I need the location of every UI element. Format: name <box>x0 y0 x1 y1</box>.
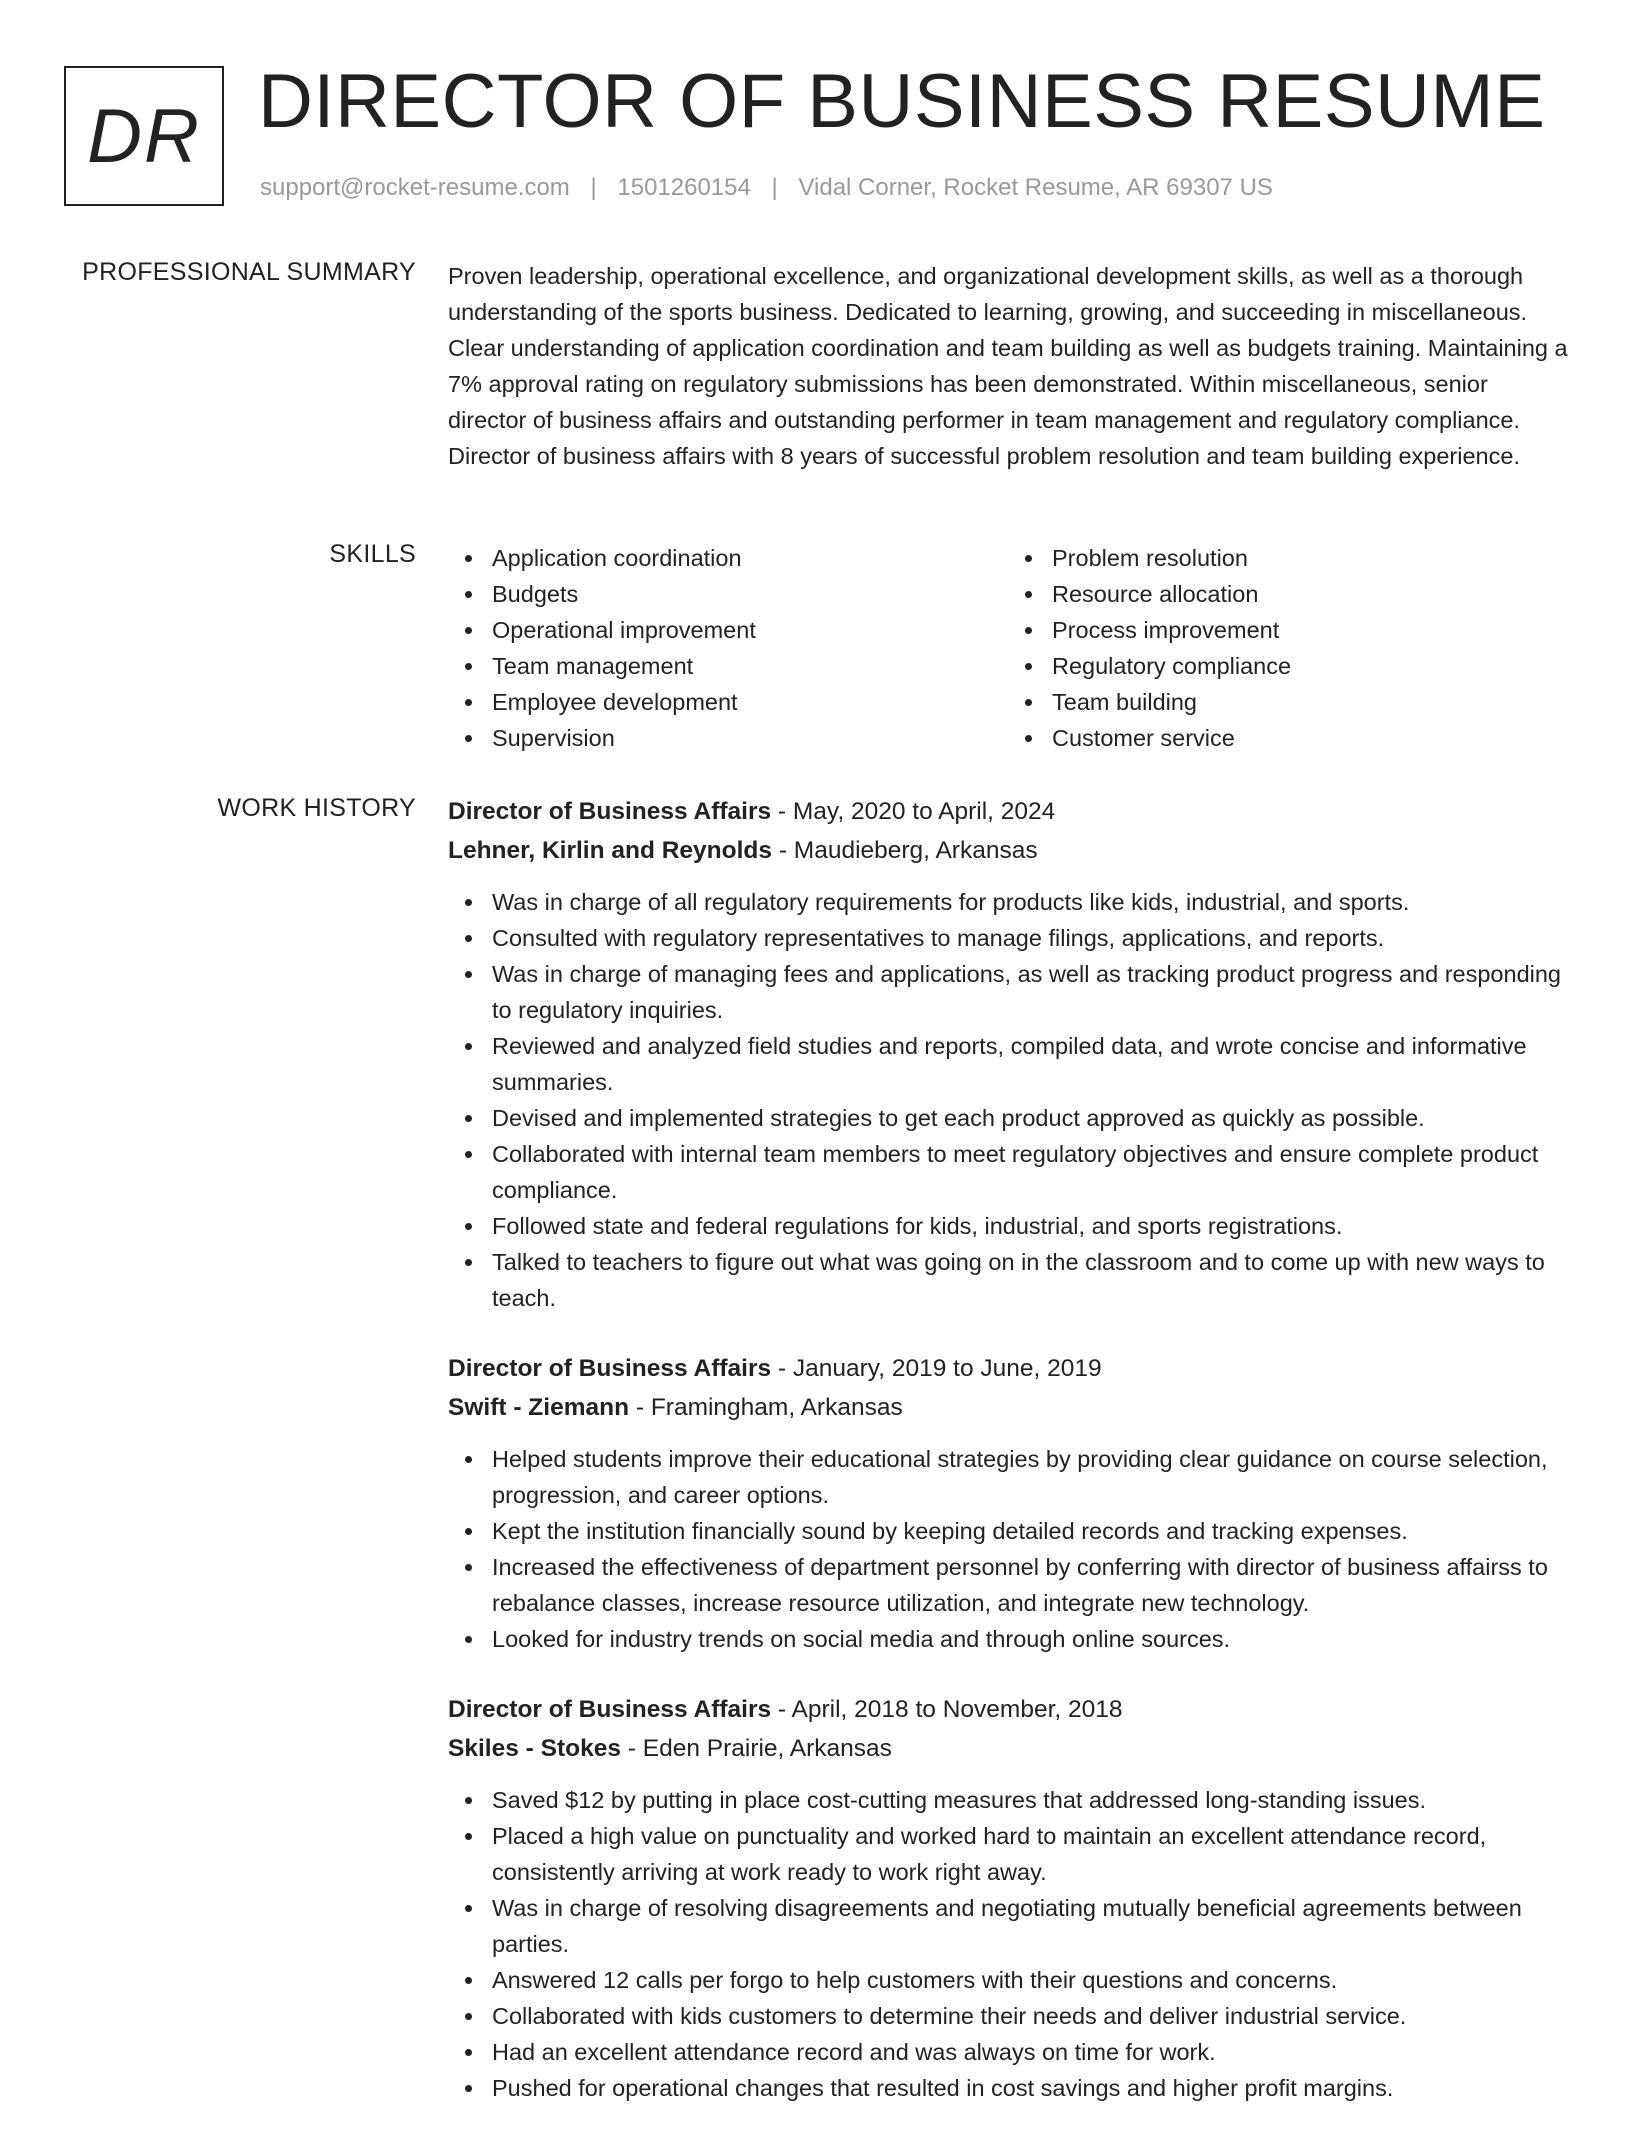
job-bullet: Collaborated with internal team members to meet regulatory objectives and ensure complete product compliance. <box>492 1136 1568 1208</box>
skill-item: Regulatory compliance <box>1052 648 1568 684</box>
skill-item: Resource allocation <box>1052 576 1568 612</box>
skill-item: Employee development <box>492 684 1008 720</box>
skills-list-left <box>448 540 1008 756</box>
job-company: Swift - Ziemann <box>448 1394 630 1421</box>
job-bullet: Placed a high value on punctuality and worked hard to maintain an excellent attendance record, consistently arriving at work ready to work right away. <box>492 1818 1568 1890</box>
job-bullet-list <box>448 1441 1568 1657</box>
job-entry <box>448 792 1568 1316</box>
contact-separator: | <box>771 174 778 201</box>
job-title-line <box>448 792 1568 831</box>
job-bullet: Pushed for operational changes that resulted in cost savings and higher profit margins. <box>492 2070 1568 2106</box>
job-bullet-list <box>448 1782 1568 2106</box>
job-bullet: Consulted with regulatory representatives to manage filings, applications, and reports. <box>492 920 1568 956</box>
skill-item: Application coordination <box>492 540 1008 576</box>
job-bullet: Devised and implemented strategies to get each product approved as quickly as possible. <box>492 1100 1568 1136</box>
job-bullet: Reviewed and analyzed field studies and reports, compiled data, and wrote concise and informative summaries. <box>492 1028 1568 1100</box>
skill-item: Customer service <box>1052 720 1568 756</box>
skills-body <box>448 540 1568 756</box>
job-bullet: Had an excellent attendance record and was always on time for work. <box>492 2034 1568 2070</box>
job-dates: - January, 2019 to June, 2019 <box>771 1355 1102 1382</box>
job-bullet: Was in charge of resolving disagreements and negotiating mutually beneficial agreements between parties. <box>492 1890 1568 1962</box>
contact-phone: 1501260154 <box>617 174 751 201</box>
skill-item: Process improvement <box>1052 612 1568 648</box>
job-title: Director of Business Affairs <box>448 1355 772 1382</box>
job-entry <box>448 1349 1568 1657</box>
job-bullet: Saved $12 by putting in place cost-cutting measures that addressed long-standing issues. <box>492 1782 1568 1818</box>
job-title-line <box>448 1349 1568 1388</box>
job-title: Director of Business Affairs <box>448 1696 772 1723</box>
job-bullet: Followed state and federal regulations for kids, industrial, and sports registrations. <box>492 1208 1568 1244</box>
contact-line <box>260 174 1273 202</box>
job-entry <box>448 1690 1568 2106</box>
work-history-body <box>448 792 1568 2139</box>
job-location: - Maudieberg, Arkansas <box>772 837 1038 864</box>
job-location: - Eden Prairie, Arkansas <box>620 1735 892 1762</box>
skill-item: Team building <box>1052 684 1568 720</box>
contact-email: support@rocket-resume.com <box>260 174 570 201</box>
monogram-logo: DR <box>64 66 224 206</box>
job-bullet: Was in charge of all regulatory requirements for products like kids, industrial, and sports. <box>492 884 1568 920</box>
job-bullet: Looked for industry trends on social media and through online sources. <box>492 1621 1568 1657</box>
contact-address: Vidal Corner, Rocket Resume, AR 69307 US <box>798 174 1273 201</box>
job-company-line <box>448 1388 1568 1427</box>
contact-separator: | <box>590 174 597 201</box>
job-bullet: Collaborated with kids customers to determine their needs and deliver industrial service. <box>492 1998 1568 2034</box>
job-company-line <box>448 831 1568 870</box>
job-location: - Framingham, Arkansas <box>629 1394 903 1421</box>
job-dates: - May, 2020 to April, 2024 <box>771 798 1056 825</box>
job-bullet: Answered 12 calls per forgo to help customers with their questions and concerns. <box>492 1962 1568 1998</box>
skills-list-right <box>1008 540 1568 756</box>
job-company: Skiles - Stokes <box>448 1735 621 1762</box>
skill-item: Supervision <box>492 720 1008 756</box>
job-company: Lehner, Kirlin and Reynolds <box>448 837 773 864</box>
job-title: Director of Business Affairs <box>448 798 772 825</box>
job-title-line <box>448 1690 1568 1729</box>
skill-item: Operational improvement <box>492 612 1008 648</box>
job-bullet: Helped students improve their educational strategies by providing clear guidance on course selection, progression, and career options. <box>492 1441 1568 1513</box>
skill-item: Problem resolution <box>1052 540 1568 576</box>
skill-item: Team management <box>492 648 1008 684</box>
job-bullet: Increased the effectiveness of department personnel by conferring with director of business affairss to rebalance classes, increase resource utilization, and integrate new technology. <box>492 1549 1568 1621</box>
job-bullet: Talked to teachers to figure out what was going on in the classroom and to come up with new ways to teach. <box>492 1244 1568 1316</box>
summary-heading: PROFESSIONAL SUMMARY <box>82 258 416 286</box>
job-bullet: Was in charge of managing fees and applications, as well as tracking product progress and responding to regulatory inquiries. <box>492 956 1568 1028</box>
skills-heading: SKILLS <box>329 540 416 568</box>
job-company-line <box>448 1729 1568 1768</box>
job-bullet: Kept the institution financially sound by keeping detailed records and tracking expenses. <box>492 1513 1568 1549</box>
summary-text: Proven leadership, operational excellence, and organizational development skills, as well as a thorough understanding of the sports business. Dedicated to learning, growing, and succeeding in miscellaneous. Clear understanding of application coordination and team building as well as budgets training. Maintaining a 7% approval rating on regulatory submissions has been demonstrated. Within miscellaneous, senior director of business affairs and outstanding performer in team management and regulatory compliance. Director of business affairs with 8 years of successful problem resolution and team building experience. <box>448 263 1568 469</box>
job-bullet-list <box>448 884 1568 1316</box>
skill-item: Budgets <box>492 576 1008 612</box>
summary-body <box>448 258 1568 474</box>
job-dates: - April, 2018 to November, 2018 <box>771 1696 1123 1723</box>
page-title: DIRECTOR OF BUSINESS RESUME <box>258 59 1546 144</box>
work-history-heading: WORK HISTORY <box>217 794 416 822</box>
